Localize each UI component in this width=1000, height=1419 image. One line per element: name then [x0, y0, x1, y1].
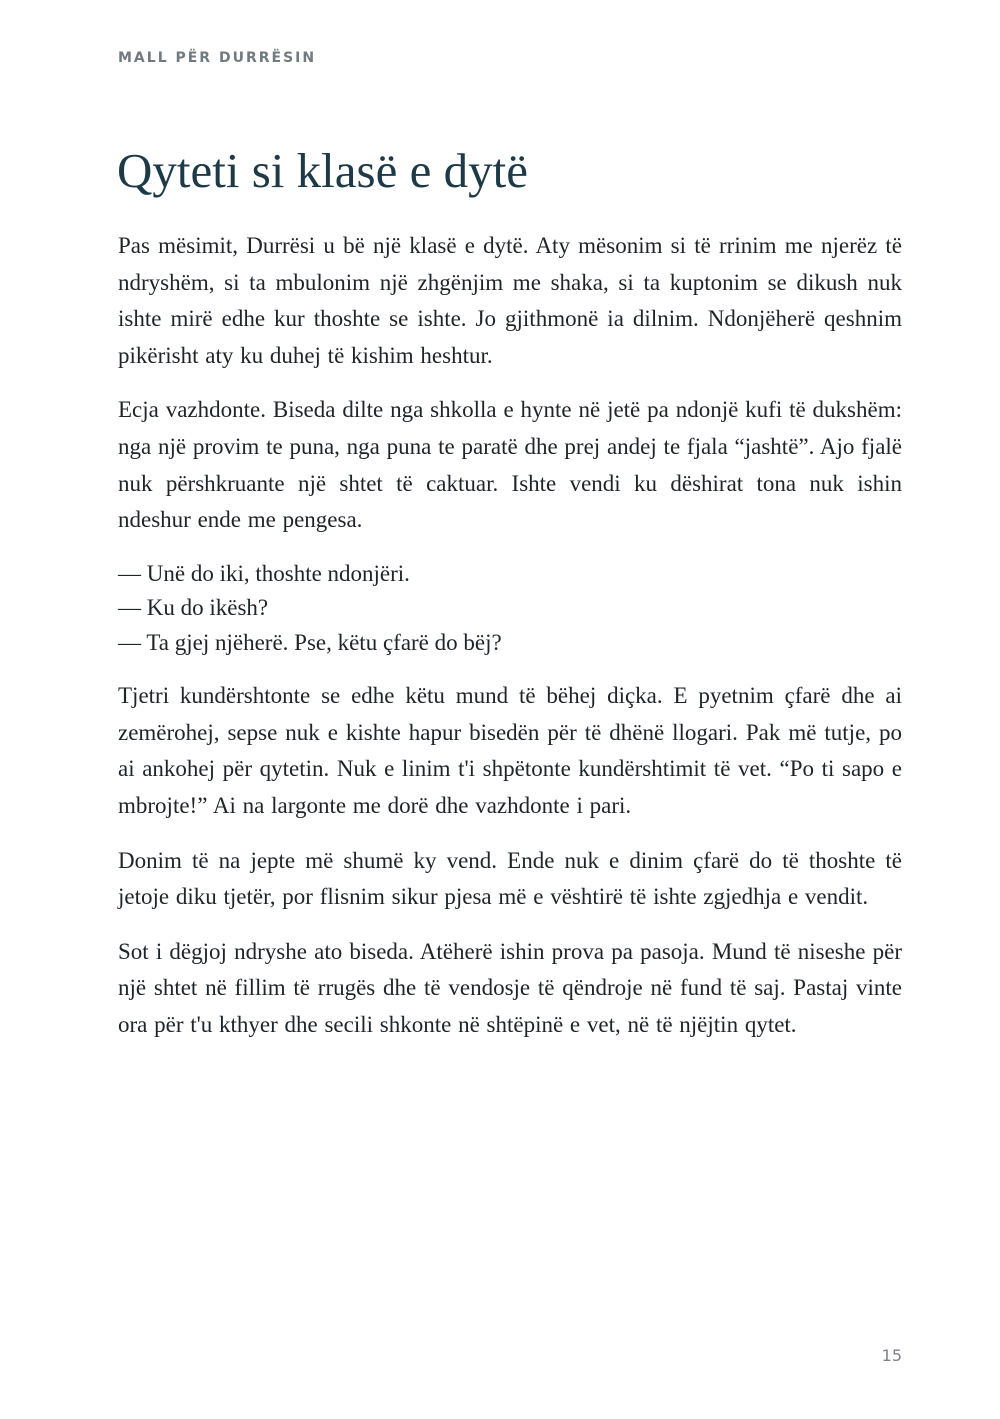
dialogue-line: — Ta gjej njëherë. Pse, këtu çfarë do bëj?	[118, 629, 502, 655]
paragraph: Tjetri kundërshtonte se edhe këtu mund të bëhej diçka. E pyetnim çfarë dhe ai zemërohej, sepse nuk e kishte hapur bisedën për të dhënë llogari. Pak më tutje, po ai ankohej për qytetin. Nuk e linim t'i shpëtonte kundërshtimit të vet. “Po ti sapo e mbrojte!” Ai na largonte me dorë dhe vazhdonte i pari.	[118, 683, 902, 819]
dialogue-block	[118, 557, 902, 661]
page-number: 15	[881, 1346, 902, 1365]
dialogue-line: — Ku do ikësh?	[118, 595, 269, 621]
dialogue-line: — Unë do iki, thoshte ndonjëri.	[118, 560, 410, 586]
paragraph: Sot i dëgjoj ndryshe ato biseda. Atëherë ishin prova pa pasoja. Mund të niseshe për një shtet në fillim të rrugës dhe të vendosje të qëndroje në fund të saj. Pastaj vinte ora për t'u kthyer dhe secili shkonte në shtëpinë e vet, në të njëjtin qytet.	[118, 938, 902, 1037]
paragraph: Pas mësimit, Durrësi u bë një klasë e dytë. Aty mësonim si të rrinim me njerëz të ndryshëm, si ta mbulonim një zhgënjim me shaka, si ta kuptonim se dikush nuk ishte mirë edhe kur thoshte se ishte. Jo gjithmonë ia dilnim. Ndonjëherë qeshnim pikërisht aty ku duhej të kishim heshtur.	[118, 233, 902, 368]
chapter-title: Qyteti si klasë e dytë	[117, 143, 528, 198]
running-header: MALL PËR DURRËSIN	[118, 50, 317, 66]
paragraph: Ecja vazhdonte. Biseda dilte nga shkolla e hynte në jetë pa ndonjë kufi të dukshëm: nga një provim te puna, nga puna te paratë dhe prej andej te fjala “jashtë”. Ajo fjalë nuk përshkruante një shtet të caktuar. Ishte vendi ku dëshirat tona nuk ishin ndeshur ende me pengesa.	[118, 397, 902, 533]
paragraph: Donim të na jepte më shumë ky vend. Ende nuk e dinim çfarë do të thoshte të jetoje diku tjetër, por flisnim sikur pjesa më e vështirë të ishte zgjedhja e vendit.	[118, 847, 902, 910]
body-text	[118, 228, 902, 1062]
